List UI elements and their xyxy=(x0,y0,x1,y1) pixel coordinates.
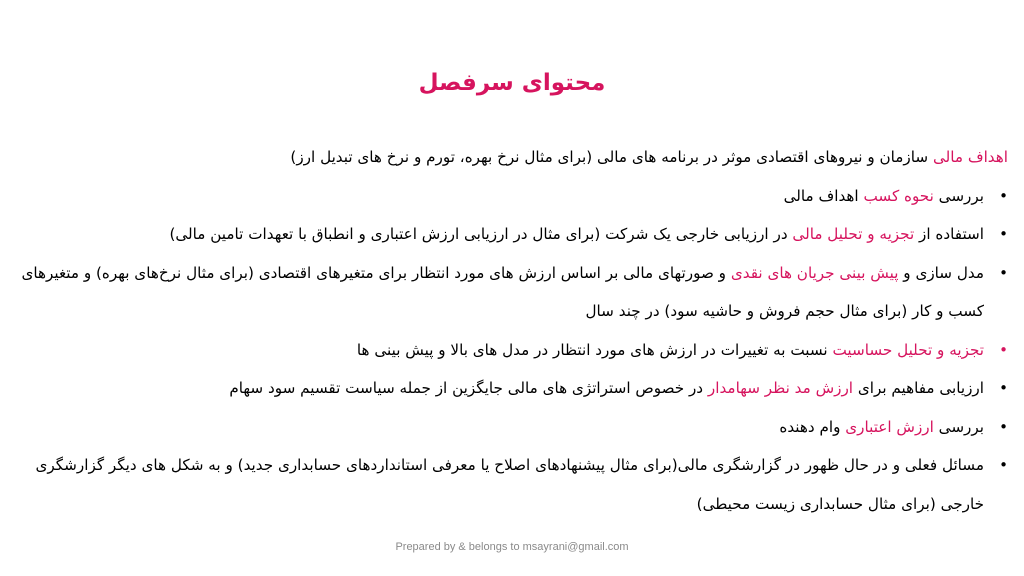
bullet-dot-icon: • xyxy=(999,340,1008,359)
footer-credit: Prepared by & belongs to msayrani@gmail.com xyxy=(395,541,629,553)
bullet-dot-icon: • xyxy=(999,263,1008,282)
text-segment: در خصوص استراتژی های مالی جایگزین از جمله سیاست تقسیم سود سهام xyxy=(229,379,708,397)
highlighted-term: ارزش مد نظر سهامدار xyxy=(707,379,854,397)
bullet-item xyxy=(8,408,1008,447)
bullet-item xyxy=(8,215,1008,254)
bullet-dot-icon: • xyxy=(999,379,1008,397)
text-segment: نسبت به تغییرات در ارزش های مورد انتظار در مدل های بالا و پیش بینی ها xyxy=(356,340,833,359)
text-segment: مدل سازی و xyxy=(898,263,984,282)
slide-title: محتوای سرفصل xyxy=(418,70,606,96)
bullet-dot-icon: • xyxy=(999,417,1008,436)
highlighted-term: نحوه کسب xyxy=(863,186,934,205)
text-segment: مسائل فعلی و در حال ظهور در گزارشگری مالی(برای مثال پیشنهادهای اصلاح یا معرفی استانداردهای حسابداری جدید) و به شکل های دیگر گزارشگری خارجی (برای مثال حسابداری زیست محیطی) xyxy=(35,456,984,513)
text-segment: و صورتهای مالی بر اساس ارزش های مورد انتظار برای متغیرهای اقتصادی (برای مثال نرخ‌های بهره) و متغیرهای کسب و کار (برای مثال حجم فروش و حاشیه سود) در چند سال xyxy=(21,263,984,320)
text-segment: بررسی xyxy=(933,186,984,205)
text-segment: استفاده از xyxy=(914,225,984,243)
bullet-dot-icon: • xyxy=(999,456,1008,474)
bullet-item xyxy=(8,331,1008,370)
text-segment: در ارزیابی خارجی یک شرکت (برای مثال در ارزیابی ارزش اعتباری و انطباق با تعهدات تامین مالی) xyxy=(169,225,793,243)
text-segment: سازمان و نیروهای اقتصادی موثر در برنامه های مالی (برای مثال نرخ بهره، تورم و نرخ های تبدیل ارز) xyxy=(290,148,933,166)
slide-content xyxy=(8,138,1008,523)
bullet-item xyxy=(8,254,1008,331)
text-segment: ارزیابی مفاهیم برای xyxy=(853,379,984,397)
highlighted-term: اهداف مالی xyxy=(932,148,1008,166)
bullet-item xyxy=(8,177,1008,216)
text-segment: وام دهنده xyxy=(779,417,846,436)
text-segment: اهداف مالی xyxy=(783,186,864,205)
highlighted-term: تجزیه و تحلیل مالی xyxy=(792,225,915,243)
text-segment: بررسی xyxy=(933,417,984,436)
bullet-dot-icon: • xyxy=(999,225,1008,243)
bullet-list xyxy=(8,177,1008,524)
highlighted-term: پیش بینی جریان های نقدی xyxy=(730,263,899,282)
bullet-dot-icon: • xyxy=(999,186,1008,205)
highlighted-term: ارزش اعتباری xyxy=(845,417,934,436)
bullet-item xyxy=(8,446,1008,523)
bullet-item xyxy=(8,369,1008,408)
intro-paragraph xyxy=(8,138,1008,177)
highlighted-term: تجزیه و تحلیل حساسیت xyxy=(832,340,984,359)
